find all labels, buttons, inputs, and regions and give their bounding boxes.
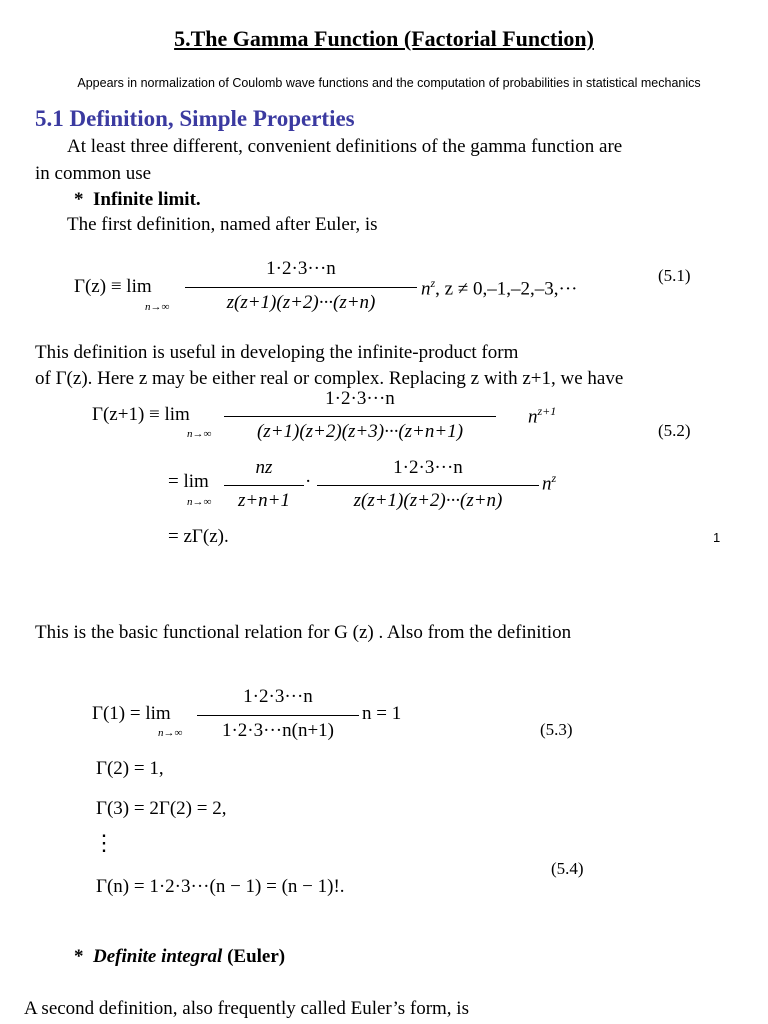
bullet-definite-integral	[74, 946, 285, 968]
eq52-line2-lhs: = lim	[168, 471, 209, 492]
eq54-line-1: Γ(2) = 1,	[96, 758, 164, 779]
bullet-infinite-limit	[74, 189, 201, 211]
page-number: 1	[713, 530, 721, 545]
eq52-line2-num2: 1·2·3···n	[393, 457, 463, 478]
bullet2-label-italic: Definite integral	[93, 946, 223, 967]
eq53-numerator: 1·2·3···n	[243, 686, 313, 707]
intro-line-2: in common use	[35, 163, 152, 184]
eq52-line2-bar1	[224, 485, 304, 486]
eq52-fraction-bar	[224, 416, 496, 417]
eq52-line2-bar2	[317, 485, 539, 486]
eq53-tail: n = 1	[362, 703, 402, 724]
eq51-tail	[421, 276, 578, 300]
eq54-line-2: Γ(3) = 2Γ(2) = 2,	[96, 798, 227, 819]
eq51-numerator: 1·2·3···n	[266, 258, 336, 279]
eq54-vdots: ⋮	[93, 830, 115, 855]
eq52-lhs: Γ(z+1) ≡ lim	[92, 404, 190, 425]
eq52-line2-tail-base: n	[542, 473, 552, 495]
eq52-line2-den1: z+n+1	[237, 490, 291, 511]
eq52-line2-lim-sub: n→∞	[187, 496, 212, 508]
eq51-lhs: Γ(z) ≡ lim	[74, 276, 152, 297]
useful-line-2: of Γ(z). Here z may be either real or complex. Replacing z with z+1, we have	[35, 368, 624, 389]
eq52-number: (5.2)	[658, 421, 691, 440]
subtitle: Appears in normalization of Coulomb wave functions and the computation of probabilities in statistical mechanics	[77, 76, 701, 90]
eq52-tail	[528, 404, 556, 428]
eq53-fraction-bar	[197, 715, 359, 716]
eq53-lim-sub: n→∞	[158, 727, 183, 739]
page-title: 5.The Gamma Function (Factorial Function)	[174, 26, 594, 51]
eq54-line-4: Γ(n) = 1·2·3···(n − 1) = (n − 1)!.	[96, 876, 345, 897]
eq51-lim-sub: n→∞	[145, 301, 170, 313]
eq52-lim-sub: n→∞	[187, 428, 212, 440]
eq52-tail-base: n	[528, 406, 538, 428]
eq51-tail-base: n	[421, 278, 431, 300]
eq52-tail-exp: z+1	[537, 404, 557, 418]
functional-relation-text: This is the basic functional relation for G (z) . Also from the definition	[35, 622, 572, 643]
bullet2-star: *	[74, 946, 84, 967]
first-definition-text: The first definition, named after Euler, is	[67, 214, 378, 235]
useful-line-1: This definition is useful in developing the infinite-product form	[35, 342, 519, 363]
eq51-tail-rest: , z ≠ 0,–1,–2,–3,···	[435, 278, 578, 300]
eq52-line2-tail-exp: z	[551, 471, 557, 485]
eq51-number: (5.1)	[658, 266, 691, 285]
section-heading: 5.1 Definition, Simple Properties	[35, 106, 355, 131]
bullet-star: *	[74, 189, 84, 210]
eq54-number: (5.4)	[551, 859, 584, 878]
eq52-line3: = zΓ(z).	[168, 526, 229, 547]
eq52-line2-num1: nz	[255, 457, 273, 478]
eq52-line2-den2: z(z+1)(z+2)···(z+n)	[353, 490, 503, 511]
eq51-tail-exp: z	[430, 276, 436, 290]
eq52-line2-dot: ·	[305, 471, 312, 492]
second-definition-text: A second definition, also frequently called Euler’s form, is	[24, 998, 469, 1019]
bullet-label: Infinite limit.	[93, 189, 201, 210]
eq51-fraction-bar	[185, 287, 417, 288]
eq52-numerator: 1·2·3···n	[325, 388, 395, 409]
eq53-denominator: 1·2·3···n(n+1)	[221, 720, 334, 741]
eq52-line2-tail	[542, 471, 556, 495]
eq51-denominator: z(z+1)(z+2)···(z+n)	[226, 292, 376, 313]
bullet2-label-rest: (Euler)	[227, 946, 286, 967]
eq53-lhs: Γ(1) = lim	[92, 703, 171, 724]
eq52-denominator: (z+1)(z+2)(z+3)···(z+n+1)	[256, 421, 464, 442]
intro-line-1: At least three different, convenient definitions of the gamma function are	[67, 136, 623, 157]
eq53-number: (5.3)	[540, 720, 573, 739]
